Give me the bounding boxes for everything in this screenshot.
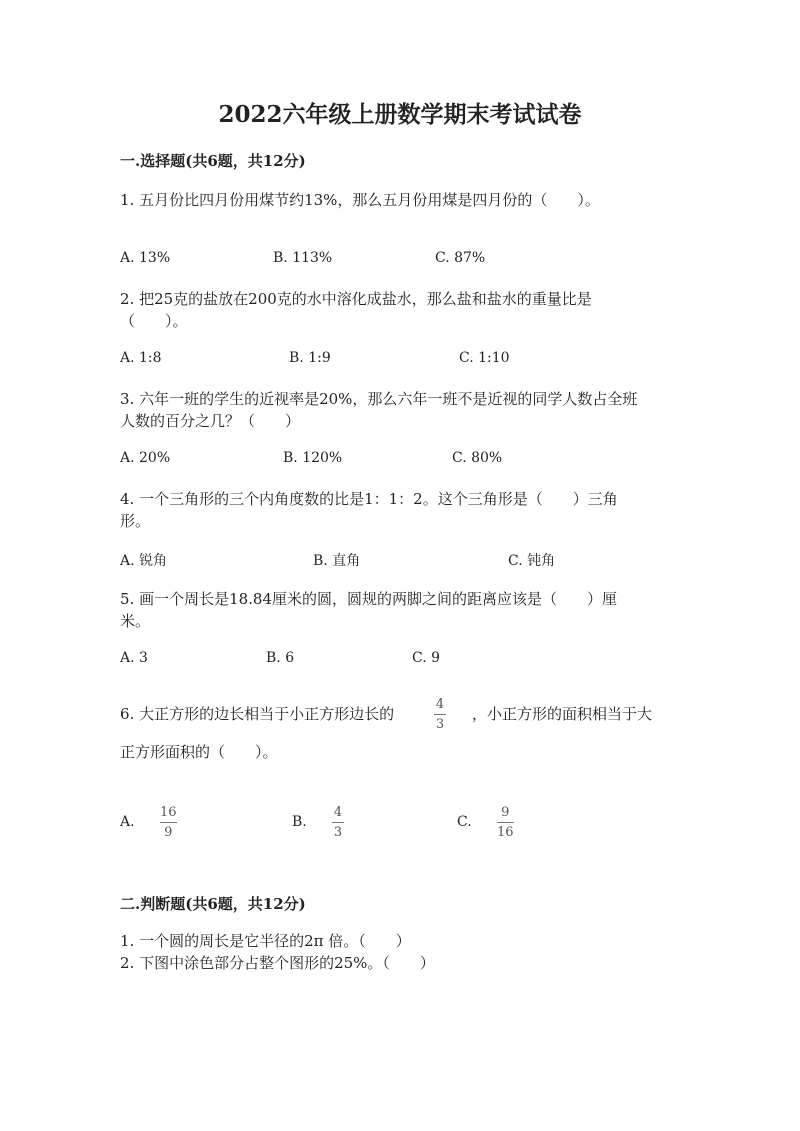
q4-option-b: B. 直角 <box>313 553 361 569</box>
question-6-line-1-b: ，小正方形的面积相当于大 <box>472 705 653 723</box>
q6-option-b-numerator: 4 <box>333 805 343 820</box>
q2-option-c: C. 1:10 <box>459 350 510 366</box>
q1-option-b: B. 113% <box>273 250 333 266</box>
fraction-bar <box>160 822 177 823</box>
q6-option-a-label: A. <box>120 814 135 830</box>
q5-option-b: B. 6 <box>266 650 295 666</box>
question-5-line-1: 5. 画一个周长是18.84厘米的圆，圆规的两脚之间的距离应该是（ ）厘 <box>120 590 618 608</box>
q6-option-c-label: C. <box>457 814 472 830</box>
q6-fraction-numerator: 4 <box>435 697 445 712</box>
q5-option-a: A. 3 <box>120 650 148 666</box>
question-6-line-2: 正方形面积的（ ）。 <box>120 743 278 761</box>
q3-option-a: A. 20% <box>120 450 171 466</box>
question-2-line-1: 2. 把25克的盐放在200克的水中溶化成盐水，那么盐和盐水的重量比是 <box>120 290 592 308</box>
judgement-question-1: 1. 一个圆的周长是它半径的2π 倍。（ ） <box>120 932 411 950</box>
question-6-line-1-a: 6. 大正方形的边长相当于小正方形边长的 <box>120 705 395 723</box>
question-2-line-2: （ ）。 <box>120 312 188 330</box>
q6-option-a-denominator: 9 <box>164 825 173 840</box>
q6-option-c-denominator: 16 <box>497 825 514 840</box>
q6-fraction <box>434 697 446 732</box>
q1-option-a: A. 13% <box>120 250 171 266</box>
fraction-bar <box>497 822 514 823</box>
question-5-line-2: 米。 <box>120 612 151 630</box>
question-3-line-2: 人数的百分之几？（ ） <box>120 412 301 430</box>
q6-option-c-numerator: 9 <box>501 805 510 820</box>
question-4-line-2: 形。 <box>120 512 151 530</box>
q6-option-a-fraction <box>160 805 177 840</box>
q6-option-b-label: B. <box>292 814 307 830</box>
q6-fraction-denominator: 3 <box>435 717 445 732</box>
q3-option-b: B. 120% <box>283 450 343 466</box>
fraction-bar <box>332 822 344 823</box>
q2-option-b: B. 1:9 <box>289 350 331 366</box>
q4-option-a: A. 锐角 <box>120 553 168 569</box>
q6-option-c-fraction <box>497 805 514 840</box>
q4-option-c: C. 钝角 <box>508 553 556 569</box>
q2-option-a: A. 1:8 <box>120 350 162 366</box>
section-heading-judgement: 二.判断题(共6题，共12分) <box>120 895 306 913</box>
q6-option-a-numerator: 16 <box>160 805 177 820</box>
q6-option-b-fraction <box>332 805 344 840</box>
question-1: 1. 五月份比四月份用煤节约13%，那么五月份用煤是四月份的（ ）。 <box>120 191 600 209</box>
q3-option-c: C. 80% <box>452 450 503 466</box>
q6-option-b-denominator: 3 <box>333 825 343 840</box>
page-title: 2022六年级上册数学期末考试试卷 <box>218 101 582 128</box>
judgement-question-2: 2. 下图中涂色部分占整个图形的25%。（ ） <box>120 954 435 972</box>
question-4-line-1: 4. 一个三角形的三个内角度数的比是1：1：2。这个三角形是（ ）三角 <box>120 490 618 508</box>
question-3-line-1: 3. 六年一班的学生的近视率是20%，那么六年一班不是近视的同学人数占全班 <box>120 390 638 408</box>
section-heading-choice: 一.选择题(共6题，共12分) <box>120 152 306 170</box>
fraction-bar <box>434 714 446 715</box>
q1-option-c: C. 87% <box>435 250 486 266</box>
q5-option-c: C. 9 <box>412 650 441 666</box>
